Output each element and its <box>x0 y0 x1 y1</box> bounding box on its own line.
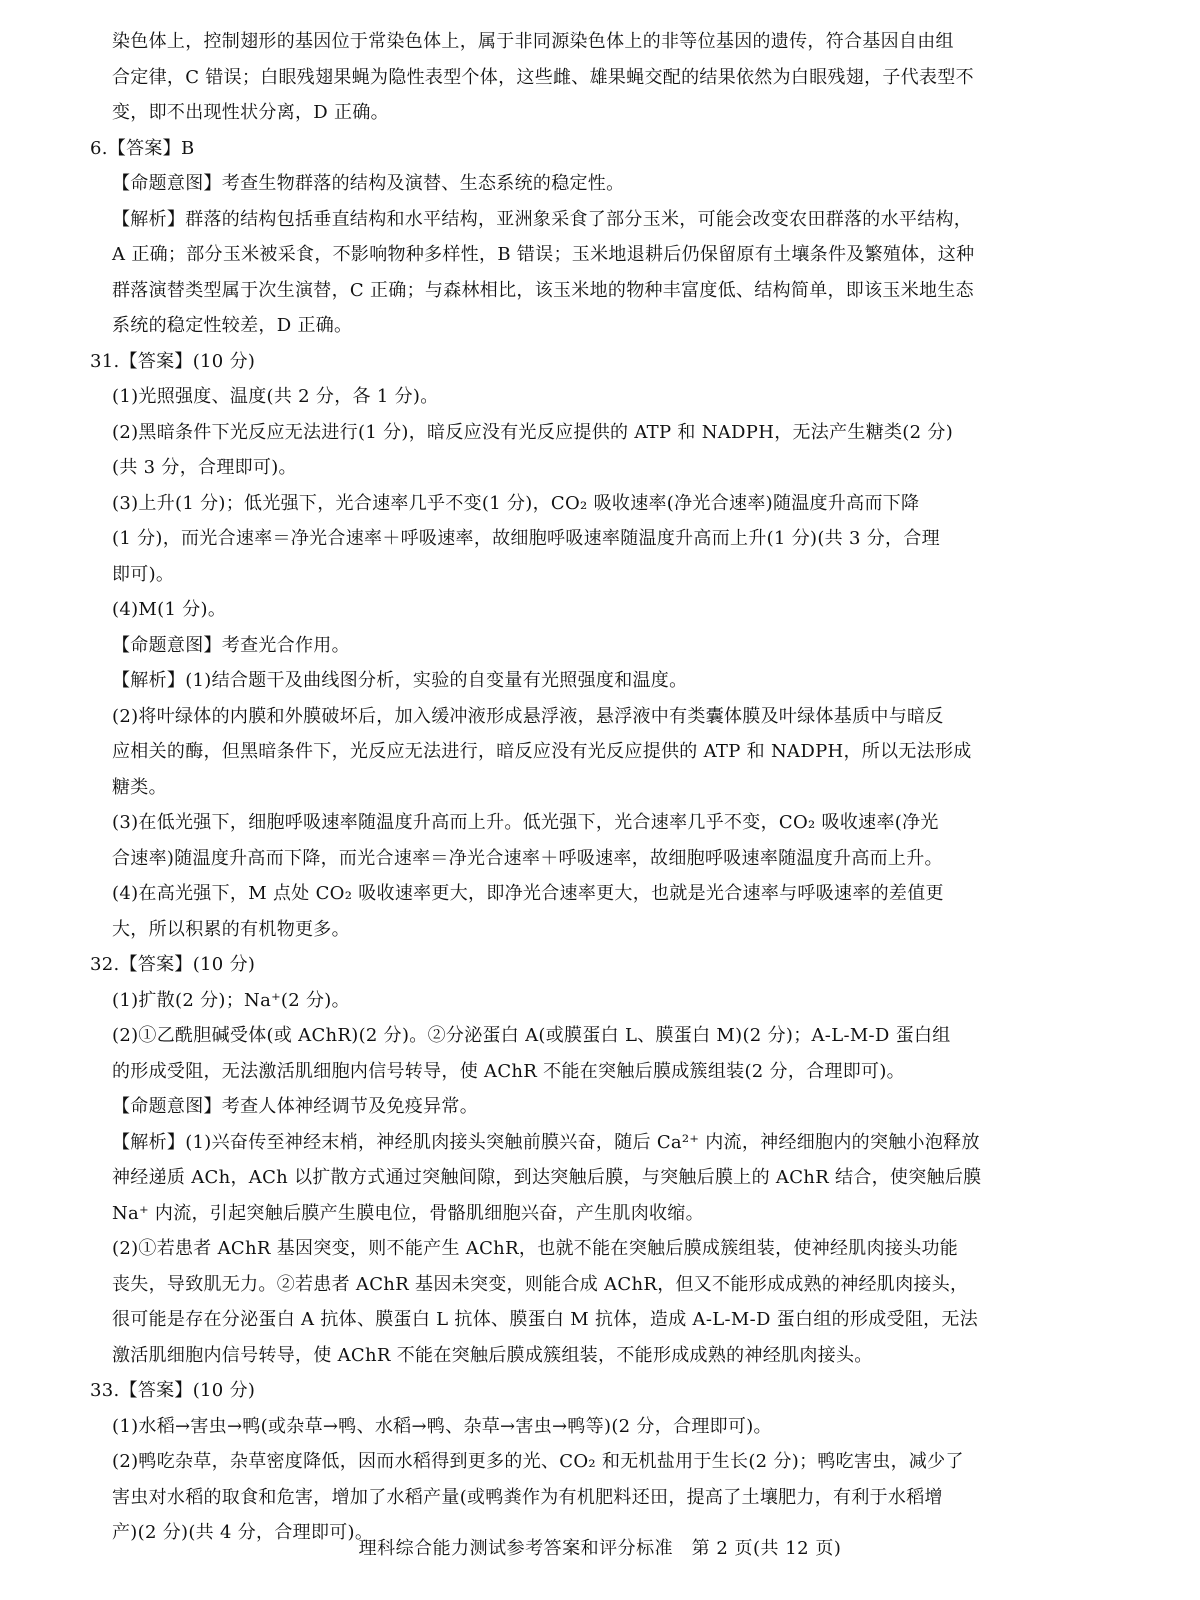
text-line: 【命题意图】考查光合作用。 <box>112 634 350 656</box>
text-line: (1)水稻→害虫→鸭(或杂草→鸭、水稻→鸭、杂草→害虫→鸭等)(2 分，合理即可)。 <box>112 1415 772 1437</box>
text-line: 合定律，C 错误；白眼残翅果蝇为隐性表型个体，这些雌、雄果蝇交配的结果依然为白眼残翅，子代表型不 <box>112 66 974 88</box>
text-line: (3)在低光强下，细胞呼吸速率随温度升高而上升。低光强下，光合速率几乎不变，CO₂ 吸收速率(净光 <box>112 812 939 833</box>
text-line: (1 分)，而光合速率＝净光合速率＋呼吸速率，故细胞呼吸速率随温度升高而上升(1 分)(共 3 分，合理 <box>112 528 940 549</box>
text-line: 32.【答案】(10 分) <box>90 954 256 975</box>
text-line: 的形成受阻，无法激活肌细胞内信号转导，使 AChR 不能在突触后膜成簇组装(2 分，合理即可)。 <box>112 1060 905 1082</box>
text-line: 丧失，导致肌无力。②若患者 AChR 基因未突变，则能合成 AChR，但又不能形成成熟的神经肌肉接头， <box>112 1273 969 1295</box>
text-line: 【解析】(1)兴奋传至神经末梢，神经肌肉接头突触前膜兴奋，随后 Ca²⁺ 内流，神经细胞内的突触小泡释放 <box>112 1131 980 1153</box>
document-body <box>90 24 1140 1551</box>
text-line: (1)光照强度、温度(共 2 分，各 1 分)。 <box>112 386 439 407</box>
text-line: 害虫对水稻的取食和危害，增加了水稻产量(或鸭粪作为有机肥料还田，提高了土壤肥力，有利于水稻增 <box>112 1486 943 1508</box>
text-line: (1)扩散(2 分)；Na⁺(2 分)。 <box>112 989 350 1011</box>
text-line: (2)黑暗条件下光反应无法进行(1 分)，暗反应没有光反应提供的 ATP 和 NADPH，无法产生糖类(2 分) <box>112 421 954 443</box>
text-line: 系统的稳定性较差，D 正确。 <box>112 315 353 336</box>
text-line: (4)M(1 分)。 <box>112 599 227 620</box>
text-line: 很可能是存在分泌蛋白 A 抗体、膜蛋白 L 抗体、膜蛋白 M 抗体，造成 A-L-M-D 蛋白组的形成受阻，无法 <box>112 1309 979 1330</box>
text-line: 【命题意图】考查生物群落的结构及演替、生态系统的稳定性。 <box>112 173 625 194</box>
text-line: (4)在高光强下，M 点处 CO₂ 吸收速率更大，即净光合速率更大，也就是光合速率与呼吸速率的差值更 <box>112 883 944 904</box>
text-line: 合速率)随温度升高而下降，而光合速率＝净光合速率＋呼吸速率，故细胞呼吸速率随温度升高而上升。 <box>112 847 943 869</box>
text-line: A 正确；部分玉米被采食，不影响物种多样性，B 错误；玉米地退耕后仍保留原有土壤条件及繁殖体，这种 <box>112 244 975 265</box>
text-line: 糖类。 <box>112 776 167 798</box>
text-line: 即可)。 <box>112 563 175 585</box>
text-line: 神经递质 ACh，ACh 以扩散方式通过突触间隙，到达突触后膜，与突触后膜上的 AChR 结合，使突触后膜 <box>112 1167 982 1188</box>
text-line: (2)将叶绿体的内膜和外膜破坏后，加入缓冲液形成悬浮液，悬浮液中有类囊体膜及叶绿体基质中与暗反 <box>112 705 944 727</box>
text-line: (2)①若患者 AChR 基因突变，则不能产生 AChR，也就不能在突触后膜成簇组装，使神经肌肉接头功能 <box>112 1238 959 1259</box>
text-line: 大，所以积累的有机物更多。 <box>112 918 350 940</box>
text-line: 31.【答案】(10 分) <box>90 350 256 372</box>
page-footer: 理科综合能力测试参考答案和评分标准 第 2 页(共 12 页) <box>358 1538 842 1559</box>
text-line: 6.【答案】B <box>90 137 195 159</box>
text-line: (3)上升(1 分)；低光强下，光合速率几乎不变(1 分)，CO₂ 吸收速率(净光合速率)随温度升高而下降 <box>112 492 920 514</box>
text-line: (2)①乙酰胆碱受体(或 AChR)(2 分)。②分泌蛋白 A(或膜蛋白 L、膜蛋白 M)(2 分)；A-L-M-D 蛋白组 <box>112 1025 951 1046</box>
text-line: 产)(2 分)(共 4 分，合理即可)。 <box>112 1522 374 1543</box>
text-line: 【解析】群落的结构包括垂直结构和水平结构，亚洲象采食了部分玉米，可能会改变农田群落的水平结构， <box>112 208 973 230</box>
text-line: 【解析】(1)结合题干及曲线图分析，实验的自变量有光照强度和温度。 <box>112 670 688 691</box>
text-line: 【命题意图】考查人体神经调节及免疫异常。 <box>112 1096 478 1117</box>
text-line: 33.【答案】(10 分) <box>90 1380 256 1401</box>
text-line: 群落演替类型属于次生演替，C 正确；与森林相比，该玉米地的物种丰富度低、结构简单，即该玉米地生态 <box>112 279 974 301</box>
text-line: 应相关的酶，但黑暗条件下，光反应无法进行，暗反应没有光反应提供的 ATP 和 NADPH，所以无法形成 <box>112 741 972 762</box>
text-line: 变，即不出现性状分离，D 正确。 <box>112 102 389 123</box>
text-line: 激活肌细胞内信号转导，使 AChR 不能在突触后膜成簇组装，不能形成成熟的神经肌肉接头。 <box>112 1344 873 1366</box>
text-line: (2)鸭吃杂草，杂草密度降低，因而水稻得到更多的光、CO₂ 和无机盐用于生长(2 分)；鸭吃害虫，减少了 <box>112 1451 964 1472</box>
text-line: (共 3 分，合理即可)。 <box>112 457 297 478</box>
text-line: 染色体上，控制翅形的基因位于常染色体上，属于非同源染色体上的非等位基因的遗传，符合基因自由组 <box>112 31 954 52</box>
text-line: Na⁺ 内流，引起突触后膜产生膜电位，骨骼肌细胞兴奋，产生肌肉收缩。 <box>112 1202 704 1224</box>
